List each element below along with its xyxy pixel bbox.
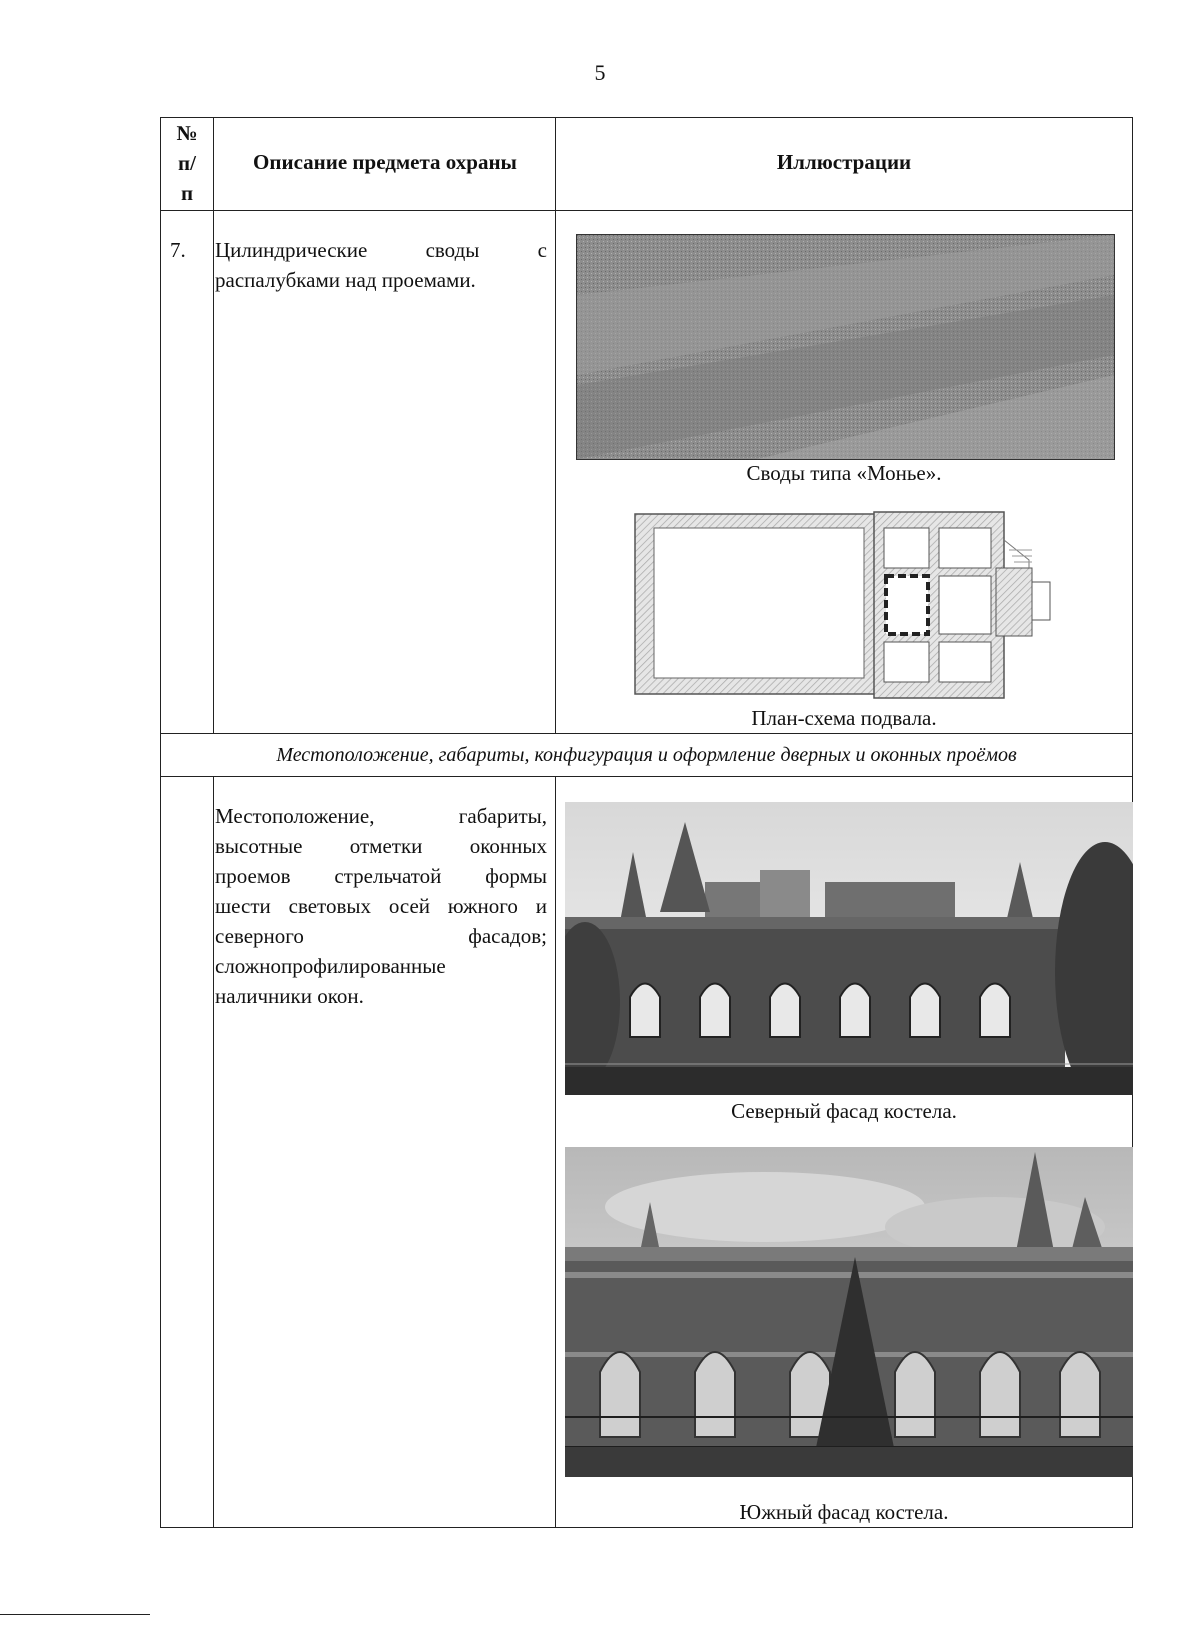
col-divider-1a <box>213 117 214 733</box>
plan-caption: План-схема подвала. <box>751 706 937 730</box>
header-number <box>162 118 212 208</box>
page-number: 5 <box>594 60 606 85</box>
description-line: наличники окон. <box>215 984 364 1008</box>
description-line: Цилиндрические своды с <box>215 238 547 262</box>
description-line: Местоположение, габариты, <box>215 804 547 828</box>
header-divider <box>160 210 1133 211</box>
row7-description <box>215 235 547 295</box>
footnote-separator <box>0 1614 150 1615</box>
vaults-photo <box>576 234 1115 460</box>
section-top-divider <box>160 733 1133 734</box>
windows-description <box>215 801 547 1011</box>
description-line: северного фасадов; <box>215 924 547 948</box>
vaults-caption: Своды типа «Монье». <box>746 461 942 485</box>
row-number: 7. <box>170 238 186 262</box>
col-divider-1b <box>213 776 214 1528</box>
basement-plan-diagram <box>634 510 1064 700</box>
section-bottom-divider <box>160 776 1133 777</box>
description-line: распалубками над проемами. <box>215 268 476 292</box>
south-facade-photo <box>565 1147 1133 1477</box>
north-facade-photo <box>565 802 1133 1095</box>
header-description: Описание предмета охраны <box>253 150 517 174</box>
section-title: Местоположение, габариты, конфигурация и оформление дверных и оконных проёмов <box>276 744 1017 766</box>
description-line: шести световых осей южного и <box>215 894 547 918</box>
description-line: сложнопрофилированные <box>215 954 446 978</box>
header-illustrations: Иллюстрации <box>776 150 912 174</box>
header-number-line: № <box>176 121 198 145</box>
col-divider-2b <box>555 776 556 1528</box>
description-line: высотные отметки оконных <box>215 834 547 858</box>
col-divider-2a <box>555 117 556 733</box>
north-facade-caption: Северный фасад костела. <box>731 1099 957 1123</box>
description-line: проемов стрельчатой формы <box>215 864 547 888</box>
header-number-line: п/ <box>178 151 196 175</box>
header-number-line: п <box>180 181 194 205</box>
south-facade-caption: Южный фасад костела. <box>739 1500 949 1524</box>
